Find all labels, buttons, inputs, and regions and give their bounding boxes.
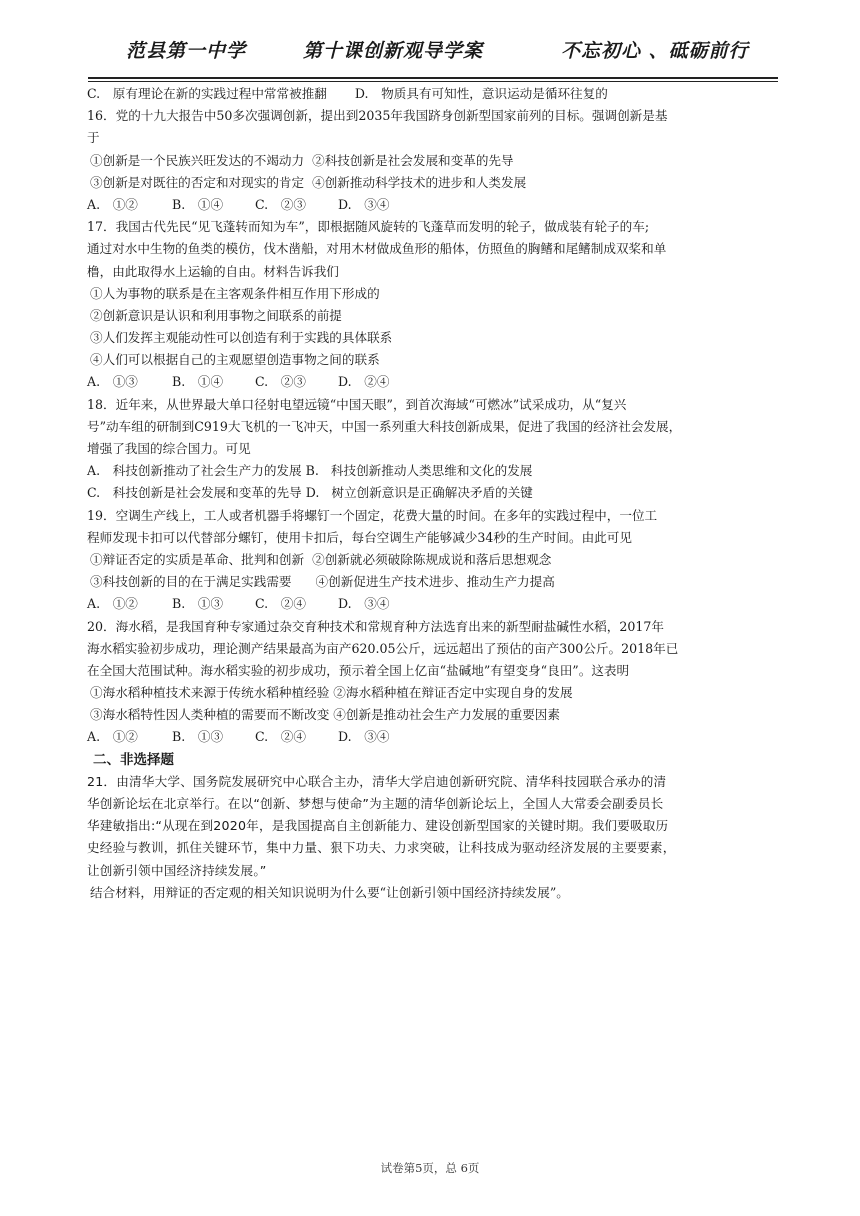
page-header [88,36,778,70]
q18-stem-line-1: 18．近年来，从世界最大单口径射电望远镜“中国天眼”，到首次海域“可燃冰”试采成功，从“复兴 [87,396,627,412]
q16-stem-line-1: 16．党的十九大报告中50多次强调创新，提出到2035年我国跻身创新型国家前列的目标。强调创新是基 [87,108,668,124]
q16-statement-4: ④创新推动科学技术的进步和人类发展 [312,174,527,190]
q19-statements-row-2 [87,571,777,593]
q19-option-a: A. ①② [87,596,138,612]
header-motto: 不忘初心 、砥砺前行 [561,40,749,62]
q18-option-c: C. 科技创新是社会发展和变革的先导 D. [87,485,320,501]
q20-option-a: A. ①② [87,729,138,745]
q19-stem-line-1: 19．空调生产线上，工人或者机器手将螺钉一个固定，花费大量的时间。在多年的实践过程中，一位工 [87,507,658,523]
q16-statement-3: ③创新是对既往的否定和对现实的肯定 [90,174,305,190]
q19-statement-3: ③科技创新的目的在于满足实践需要 [90,574,292,590]
q20-option-b: B. ①③ [172,729,224,745]
q20-statement-4: ④创新是推动社会生产力发展的重要因素 [333,707,560,723]
q19-option-b: B. ①③ [172,596,224,612]
header-school: 范县第一中学 [126,40,247,62]
q20-statement-3: ③海水稻特性因人类种植的需要而不断改变 [90,707,330,723]
q21-material-line-3: 华建敏指出:“从现在到2020年，是我国提高自主创新能力、建设创新型国家的关键时期。我们要吸取历 [87,818,669,834]
q16-statement-1: ①创新是一个民族兴旺发达的不竭动力 [90,152,305,168]
q17-option-c: C. ②③ [255,374,306,390]
header-rule-thick [88,77,778,79]
q20-options [87,726,777,748]
q16-statements-row-2 [87,172,777,194]
q17-stem-line-1: 17．我国古代先民“见飞蓬转而知为车”，即根据随风旋转的飞蓬草而发明的轮子，做成装有轮子的车; [87,219,650,235]
q17-option-a: A. ①③ [87,374,138,390]
q18-stem-line-3: 增强了我国的综合国力。可见 [87,441,251,456]
q20-statements-row-2 [87,704,777,726]
q19-option-d: D. ③④ [338,596,390,612]
q16-options [87,194,777,216]
q18-stem-line-2: 号”动车组的研制到C919大飞机的一飞冲天，中国一系列重大科技创新成果，促进了我国的经济社会发展， [87,418,682,434]
page-footer: 试卷第5页，总 6页 [380,1161,480,1175]
q17-option-d: D. ②④ [338,374,390,390]
q17-statement-3: ③人们发挥主观能动性可以创造有利于实践的具体联系 [90,330,393,346]
q17-statement-4: ④人们可以根据自己的主观愿望创造事物之间的联系 [90,352,380,368]
q21-material-line-5: 让创新引领中国经济持续发展。” [87,862,267,878]
q17-stem-line-3: 橹，由此取得水上运输的自由。材料告诉我们 [87,263,339,279]
q18-options-row-2 [87,482,777,504]
q20-statement-1: ①海水稻种植技术来源于传统水稻种植经验 [90,685,330,701]
q16-option-b: B. ①④ [172,196,224,212]
q16-option-d: D. ③④ [338,196,390,212]
header-rule-thin [88,81,778,82]
q21-material-line-4: 史经验与教训，抓住关键环节，集中力量、狠下功夫、力求突破，让科技成为驱动经济发展的主要要素， [87,840,676,856]
q20-statements-row-1 [87,682,777,704]
q19-options [87,593,777,615]
q20-stem-line-2: 海水稻实验初步成功，理论测产结果最高为亩产620.05公斤，远远超出了预估的亩产300公斤。2018年已 [87,640,679,656]
q21-material-line-1: 21．由清华大学、国务院发展研究中心联合主办，清华大学启迪创新研究院、清华科技园联合承办的清 [87,773,667,789]
q21-material-line-2: 华创新论坛在北京举行。在以“创新、梦想与使命”为主题的清华创新论坛上，全国人大常委会副委员长 [87,796,664,811]
q19-statements-row-1 [87,549,777,571]
header-title: 第十课创新观导学案 [303,40,484,62]
q17-stem-line-2: 通过对水中生物的鱼类的模仿，伐木凿船，对用木材做成鱼形的船体，仿照鱼的胸鳍和尾鳍制成双桨和单 [87,241,667,257]
q21-question: 结合材料，用辩证的否定观的相关知识说明为什么要“让创新引领中国经济持续发展”。 [90,884,569,900]
q17-options [87,371,777,393]
q20-statement-2: ②海水稻种植在辩证否定中实现自身的发展 [333,685,573,701]
q15-option-d: D. 物质具有可知性，意识运动是循环往复的 [354,86,608,101]
q15-options [87,83,777,105]
section-heading-non-choice: 二、非选择题 [93,751,174,768]
q17-statement-1: ①人为事物的联系是在主客观条件相互作用下形成的 [90,285,380,301]
q18-options-row-1 [87,460,777,482]
q16-statements-row-1 [87,150,777,172]
q16-statement-2: ②科技创新是社会发展和变革的先导 [312,152,514,168]
q15-option-c: C. 原有理论在新的实践过程中常常被推翻 [87,86,327,101]
q19-statement-2: ②创新就必须破除陈规成说和落后思想观念 [312,551,552,567]
q20-option-c: C. ②④ [255,729,306,745]
q18-option-b: 科技创新推动人类思维和文化的发展 [330,463,533,479]
q18-option-a: A. 科技创新推动了社会生产力的发展 B. [87,463,319,479]
q19-statement-4: ④创新促进生产技术进步、推动生产力提高 [315,574,555,590]
q20-stem-line-3: 在全国大范围试种。海水稻实验的初步成功，预示着全国上亿亩“盐碱地”有望变身“良田”。这表明 [87,662,630,678]
q19-stem-line-2: 程师发现卡扣可以代替部分螺钉，使用卡扣后，每台空调生产能够减少34秒的生产时间。由此可见 [87,529,632,545]
q20-option-d: D. ③④ [338,729,390,745]
q18-option-d: 树立创新意识是正确解决矛盾的关键 [331,485,533,501]
q17-statement-2: ②创新意识是认识和利用事物之间联系的前提 [90,307,342,323]
q16-option-c: C. ②③ [255,196,306,212]
q16-stem-line-2: 于 [87,130,100,146]
q19-statement-1: ①辩证否定的实质是革命、批判和创新 [90,551,305,567]
q16-option-a: A. ①② [87,196,138,212]
q19-option-c: C. ②④ [255,596,306,612]
q17-option-b: B. ①④ [172,374,224,390]
exam-content [87,83,777,904]
q20-stem-line-1: 20．海水稻，是我国育种专家通过杂交育种技术和常规育种方法选育出来的新型耐盐碱性水稻，2017年 [87,618,665,634]
